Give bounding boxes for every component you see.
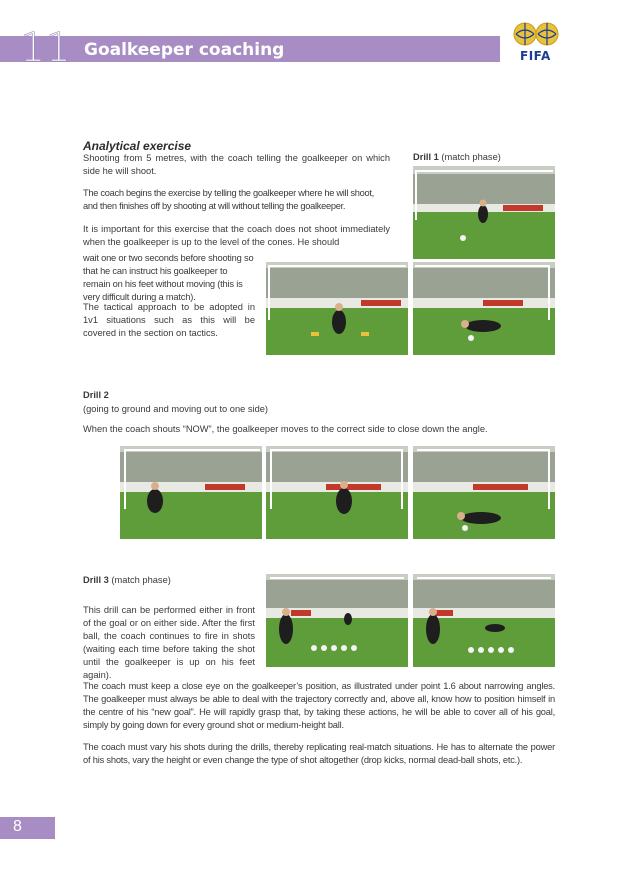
photo-drill3-a (266, 574, 408, 667)
drill2-subtitle: (going to ground and moving out to one side) (83, 404, 269, 414)
analytical-para2-cont: wait one or two seconds before shooting so that he can instruct his goalkeeper to remain on his feet without moving (this is very difficult during a match). (83, 253, 254, 302)
drill2-label: Drill 2 (83, 390, 109, 400)
analytical-para2: It is important for this exercise that the coach does not shoot immediately when the goalkeeper is up to the level of the cones. He should (83, 224, 390, 247)
closing-para2: The coach must vary his shots during the drills, thereby replicating real-match situations. He has to alternate the power of his shots, vary the height or even change the type of shot altogether (drop kicks, normal dead-ball shots, etc.). (83, 742, 555, 765)
drill3-label (83, 574, 171, 587)
fifa-logo-text: FIFA (520, 49, 551, 63)
chapter-number: 11 (20, 25, 71, 71)
analytical-intro: Shooting from 5 metres, with the coach telling the goalkeeper on which side he will shoot. (83, 153, 390, 176)
drill1-phase: (match phase) (438, 152, 501, 162)
page-number-bar (0, 817, 55, 839)
photo-drill2-b (266, 446, 408, 539)
closing-para1: The coach must keep a close eye on the goalkeeper’s position, as illustrated under point 1.6 about narrowing angles. The goalkeeper must always be able to deal with the trajectory correctly and, above all, know how to position himself in the centre of his “new goal”. He will rapidly grasp that, by taking these actions, he will be able to cover all of his goal, simply by going down for every ground shot or medium-height ball. (83, 681, 555, 730)
drill3-title: Drill 3 (83, 575, 109, 585)
analytical-heading: Analytical exercise (83, 139, 192, 153)
photo-drill2-a (120, 446, 262, 539)
photo-drill3-b (413, 574, 555, 667)
analytical-para3: The tactical approach to be adopted in 1v1 situations such as this will be covered in the section on tactics. (83, 302, 255, 338)
drill3-phase: (match phase) (108, 575, 171, 585)
page-number: 8 (13, 818, 22, 835)
photo-drill2-c (413, 446, 555, 539)
drill3-text: This drill can be performed either in front of the goal or on either side. After the first ball, the coach continues to fire in shots (waiting each time before taking the shot until the goalkeeper is up on his feet again). (83, 605, 255, 680)
photo-drill1-c (413, 262, 555, 355)
drill2-text: When the coach shouts “NOW”, the goalkeeper moves to the correct side to close down the angle. (83, 424, 488, 434)
drill1-label (413, 151, 501, 164)
photo-drill1-a (413, 166, 555, 259)
analytical-para1: The coach begins the exercise by telling the goalkeeper where he will shoot, and then finishes off by shooting at will without telling the goalkeeper. (83, 188, 374, 211)
photo-drill1-b (266, 262, 408, 355)
header-title: Goalkeeper coaching (84, 40, 285, 60)
drill1-title: Drill 1 (413, 152, 439, 162)
